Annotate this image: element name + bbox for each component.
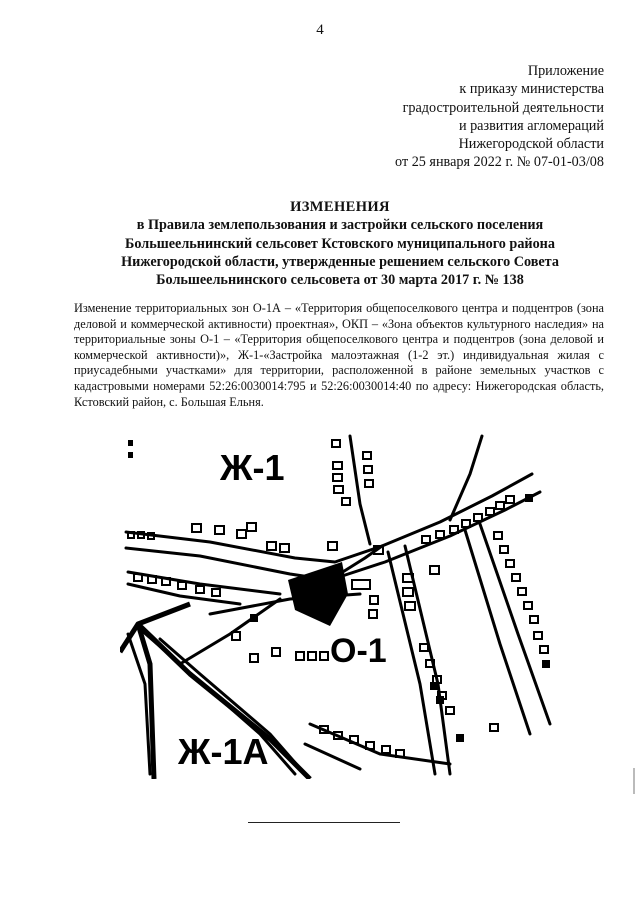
building — [500, 546, 508, 553]
body-paragraph: Изменение территориальных зон О-1А – «Территория общепоселкового центра и подцентров (зона деловой и коммерческой активности) проектная», ОКП – «Зона объектов культурного наследия» на территориальные зоны О-1 – «Территория общепоселкового центра и подцентров (зона деловой и коммерческой активности)», Ж-1-«Застройка малоэтажная (1-2 эт.) индивидуальная жилая с приусадебными участками» для территории, расположенной в районе земельных участков с кадастровыми номерами 52:26:0030014:795 и 52:26:0030014:40 по адресу: Нижегородская область, Кстовский район, с. Большая Ельня. — [74, 301, 604, 409]
building — [237, 530, 246, 538]
building — [247, 523, 256, 531]
title-main: ИЗМЕНЕНИЯ — [290, 199, 390, 215]
appendix-line: Нижегородской области — [458, 136, 604, 153]
road-line — [465, 530, 530, 734]
building — [403, 588, 413, 596]
building — [506, 560, 514, 567]
building — [512, 574, 520, 581]
building — [490, 724, 498, 731]
appendix-line: от 25 января 2022 г. № 07-01-03/08 — [395, 154, 604, 171]
appendix-block — [395, 62, 604, 172]
building-filled — [436, 696, 444, 704]
building-filled — [430, 682, 438, 690]
plot-polygon — [288, 562, 348, 626]
building — [446, 707, 454, 714]
zone-label-zh1: Ж-1 — [220, 447, 285, 488]
building — [296, 652, 304, 660]
building — [486, 508, 494, 515]
building — [496, 502, 504, 509]
building — [128, 532, 134, 538]
road-line — [305, 744, 360, 769]
building — [250, 654, 258, 662]
zone-label-o1: О-1 — [330, 632, 387, 670]
building — [365, 480, 373, 487]
building — [196, 586, 204, 593]
building — [333, 474, 342, 481]
building — [540, 646, 548, 653]
document-title — [60, 198, 620, 289]
appendix-line: к приказу министерства — [459, 81, 604, 98]
building — [436, 531, 444, 538]
zoning-map — [120, 434, 560, 779]
building — [363, 452, 371, 459]
building — [215, 526, 224, 534]
scan-mark — [633, 768, 635, 794]
building — [352, 580, 370, 589]
building — [320, 652, 328, 660]
building — [267, 542, 276, 550]
building — [494, 532, 502, 539]
building — [524, 602, 532, 609]
building-filled — [456, 734, 464, 742]
building — [506, 496, 514, 503]
building — [280, 544, 289, 552]
building-filled — [250, 614, 258, 622]
building-filled — [128, 440, 133, 446]
building — [192, 524, 201, 532]
building-filled — [525, 494, 533, 502]
building-filled — [542, 660, 550, 668]
zone-label-zh1a: Ж-1А — [178, 731, 269, 772]
road-line — [480, 524, 550, 724]
building — [422, 536, 430, 543]
road-line — [388, 552, 435, 774]
page-number: 4 — [316, 22, 324, 38]
appendix-line: Приложение — [527, 63, 604, 79]
building — [430, 566, 439, 574]
building — [272, 648, 280, 656]
building — [534, 632, 542, 639]
building — [530, 616, 538, 623]
footer-rule — [248, 822, 400, 823]
building — [369, 610, 377, 618]
title-line: в Правила землепользования и застройки сельского поселения — [136, 217, 544, 234]
building — [420, 644, 428, 651]
building — [382, 746, 390, 753]
building — [405, 602, 415, 610]
appendix-line: и развития агломераций — [458, 117, 604, 134]
title-line: Нижегородской области, утвержденные решением сельского Совета — [121, 253, 559, 270]
building — [178, 582, 186, 589]
building — [333, 462, 342, 469]
building — [518, 588, 526, 595]
building — [212, 589, 220, 596]
building-filled — [128, 452, 133, 458]
appendix-line: градостроительной деятельности — [402, 99, 604, 116]
title-line: Большеельнинского сельсовета от 30 марта 2017 г. № 138 — [156, 272, 524, 289]
building — [334, 486, 343, 493]
building — [308, 652, 316, 660]
building — [328, 542, 337, 550]
building — [370, 596, 378, 604]
building — [364, 466, 372, 473]
building — [342, 498, 350, 505]
building — [332, 440, 340, 447]
title-line: Большеельнинский сельсовет Кстовского муниципального района — [125, 235, 555, 252]
